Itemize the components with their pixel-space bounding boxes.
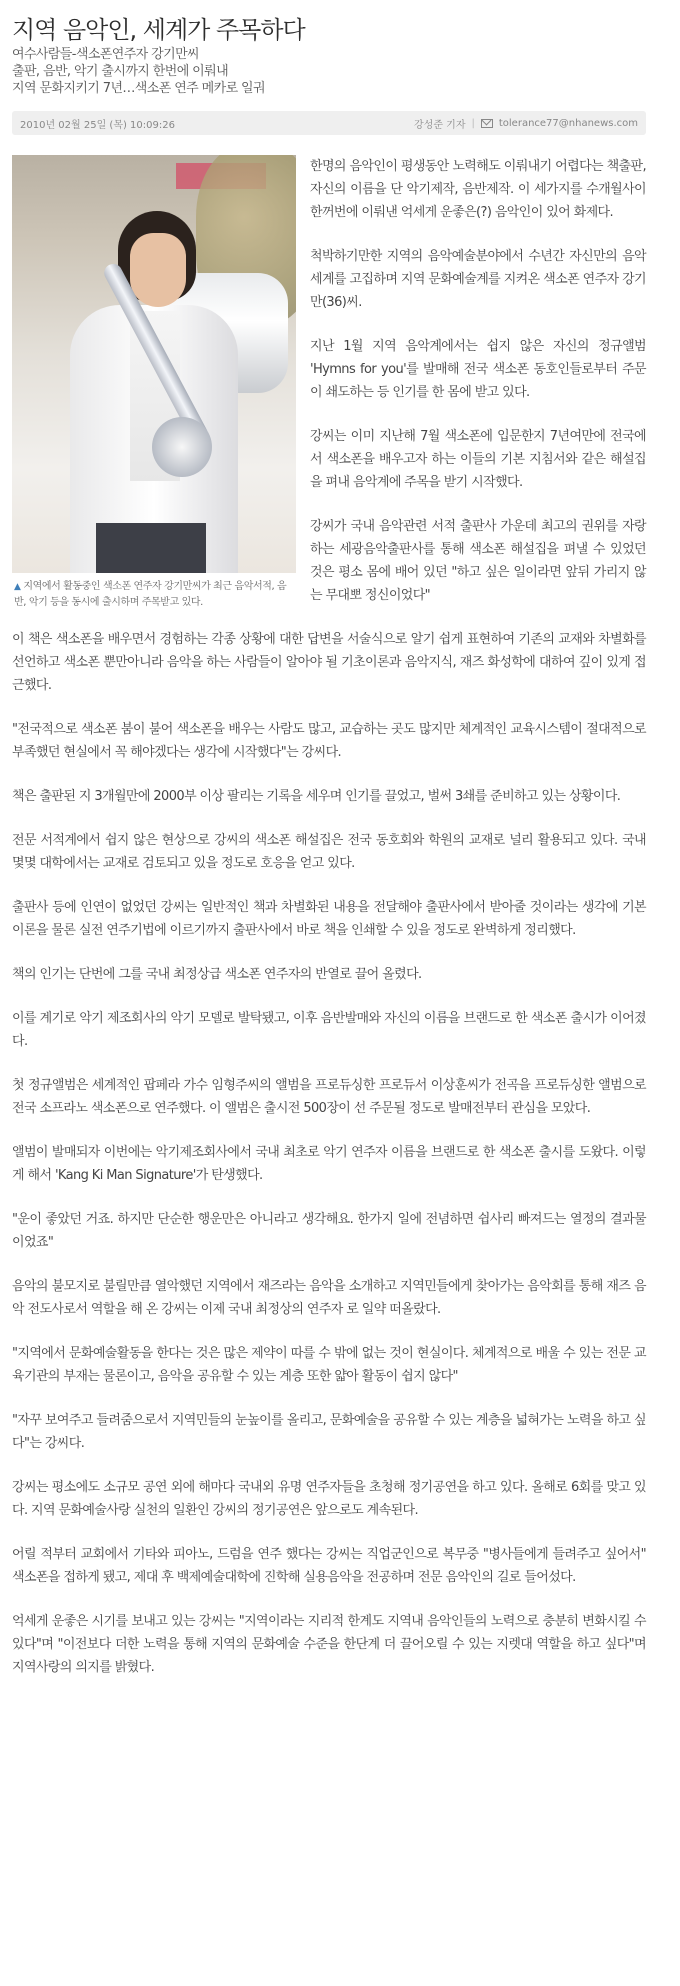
paragraph: 강씨가 국내 음악관련 서적 출판사 가운데 최고의 권위를 자랑하는 세광음악출판사를 통해 색소폰 해설집을 펴낼 수 있었던 것은 평소 몸에 배어 있던 "하고 싶은 일이라면 앞뒤 가리지 않는 무대뽀 정신이었다" (310, 519, 646, 603)
triangle-icon: ▲ (14, 582, 21, 592)
paragraph: 책의 인기는 단번에 그를 국내 최정상급 색소폰 연주자의 반열로 끌어 올렸다. (12, 967, 422, 982)
byline (414, 116, 638, 131)
caption-text: 지역에서 활동중인 색소폰 연주자 강기만씨가 최근 음악서적, 음반, 악기 등을 동시에 출시하며 주목받고 있다. (14, 581, 287, 608)
paragraph: "지역에서 문화예술활동을 한다는 것은 많은 제약이 따를 수 밖에 없는 것이 현실이다. 체계적으로 배울 수 있는 전문 교육기관의 부재는 물론이고, 음악을 공유할 수 있는 계층 또한 얇아 활동이 쉽지 않다" (12, 1346, 646, 1384)
person-jeans (96, 523, 206, 573)
saxophone-bell (152, 417, 212, 477)
paragraph: 한명의 음악인이 평생동안 노력해도 이뤄내기 어렵다는 책출판, 자신의 이름을 단 악기제작, 음반제작. 이 세가지를 수개월사이 한꺼번에 이뤄낸 억세게 운좋은(?) 음악인이 있어 화제다. (310, 159, 646, 220)
article-photo[interactable] (12, 155, 296, 573)
paragraph: 전문 서적계에서 쉽지 않은 현상으로 강씨의 색소폰 해설집은 전국 동호회와 학원의 교재로 널리 활용되고 있다. 국내 몇몇 대학에서는 교재로 검토되고 있을 정도로 호응을 얻고 있다. (12, 833, 646, 871)
publish-date: 2010년 02월 25일 (목) 10:09:26 (20, 119, 175, 131)
subheading: 지역 문화지키기 7년…색소폰 연주 메카로 일궈 (12, 81, 265, 96)
paragraph: "전국적으로 색소폰 붐이 불어 색소폰을 배우는 사람도 많고, 교습하는 곳도 많지만 체계적인 교육시스템이 절대적으로 부족했던 현실에서 꼭 해야겠다는 생각에 시작했다"는 강씨다. (12, 722, 646, 760)
reporter-email[interactable]: tolerance77@nhanews.com (498, 117, 638, 129)
paragraph: 이 책은 색소폰을 배우면서 경험하는 각종 상황에 대한 답변을 서술식으로 알기 쉽게 표현하여 기존의 교재와 차별화를 선언하고 색소폰 뿐만아니라 음악을 하는 사람들이 알아야 될 기초이론과 음악지식, 재즈 화성학에 대하여 깊이 있게 접근했다. (12, 632, 646, 693)
paragraph: 첫 정규앨범은 세계적인 팝페라 가수 임형주씨의 앨범을 프로듀싱한 프로듀서 이상훈씨가 전곡을 프로듀싱한 앨범으로 전국 소프라노 색소폰으로 연주했다. 이 앨범은 출시전 500장이 선 주문될 정도로 발매전부터 관심을 모았다. (12, 1078, 646, 1116)
paragraph: "운이 좋았던 거죠. 하지만 단순한 행운만은 아니라고 생각해요. 한가지 일에 전념하면 쉽사리 빠져드는 열정의 결과물이었죠" (12, 1212, 646, 1250)
paragraph: 강씨는 이미 지난해 7월 색소폰에 입문한지 7년여만에 전국에서 색소폰을 배우고자 하는 이들의 기본 지침서와 같은 해설집을 펴내 음악계에 주목을 받기 시작했다. (310, 429, 646, 490)
mail-icon[interactable] (481, 119, 493, 128)
subheading: 출판, 음반, 악기 출시까지 한번에 이뤄내 (12, 64, 229, 79)
paragraph: 이를 계기로 악기 제조회사의 악기 모델로 발탁됐고, 이후 음반발매와 자신의 이름을 브랜드로 한 색소폰 출시가 이어졌다. (12, 1011, 646, 1049)
subheadings (12, 46, 660, 97)
paragraph: 척박하기만한 지역의 음악예술분야에서 수년간 자신만의 음악세계를 고집하며 지역 문화예술계를 지켜온 색소폰 연주자 강기만(36)씨. (310, 249, 646, 310)
person-face (130, 233, 186, 307)
divider: | (471, 117, 475, 129)
reporter-name[interactable]: 강성준 기자 (414, 119, 466, 131)
paragraph: "자꾸 보여주고 들려줌으로서 지역민들의 눈높이를 올리고, 문화예술을 공유할 수 있는 계층을 넓혀가는 노력을 하고 싶다"는 강씨다. (12, 1413, 646, 1451)
article-body (12, 155, 646, 1679)
paragraph: 음악의 불모지로 불릴만큼 열악했던 지역에서 재즈라는 음악을 소개하고 지역민들에게 찾아가는 음악회를 통해 재즈 음악 전도사로서 역할을 해 온 강씨는 이제 국내 최정상의 연주자 로 일약 떠올랐다. (12, 1279, 646, 1317)
paragraph: 앨범이 발매되자 이번에는 악기제조회사에서 국내 최초로 악기 연주자 이름을 브랜드로 한 색소폰 출시를 도왔다. 이렇게 해서 'Kang Ki Man Signature'가 탄생했다. (12, 1145, 646, 1183)
article-meta-bar (12, 111, 646, 135)
paragraph: 출판사 등에 인연이 없었던 강씨는 일반적인 책과 차별화된 내용을 전달해야 출판사에서 받아줄 것이라는 생각에 기본 이론을 물론 실전 연주기법에 이르기까지 출판사에서 바로 책을 인쇄할 수 있을 정도로 완벽하게 정리했다. (12, 900, 646, 938)
headline: 지역 음악인, 세계가 주목하다 (12, 16, 305, 44)
subheading: 여수사람들-색소폰연주자 강기만씨 (12, 47, 199, 62)
paragraph: 어릴 적부터 교회에서 기타와 피아노, 드럼을 연주 했다는 강씨는 직업군인으로 복무중 "병사들에게 들려주고 싶어서" 색소폰을 접하게 됐고, 제대 후 백제예술대학에 진학해 실용음악을 전공하며 전문 음악인의 길로 들어섰다. (12, 1547, 646, 1585)
photo-caption (12, 573, 296, 610)
photo-box (12, 155, 296, 610)
paragraph: 지난 1월 지역 음악계에서는 쉽지 않은 자신의 정규앨범 'Hymns for you'를 발매해 전국 색소폰 동호인들로부터 주문이 쇄도하는 등 인기를 한 몸에 받고 있다. (310, 339, 646, 400)
paragraph: 강씨는 평소에도 소규모 공연 외에 해마다 국내외 유명 연주자들을 초청해 정기공연을 하고 있다. 올해로 6회를 맞고 있다. 지역 문화예술사랑 실천의 일환인 강씨의 정기공연은 앞으로도 계속된다. (12, 1480, 646, 1518)
paragraph: 책은 출판된 지 3개월만에 2000부 이상 팔리는 기록을 세우며 인기를 끌었고, 벌써 3쇄를 준비하고 있는 상황이다. (12, 789, 621, 804)
paragraph: 억세게 운좋은 시기를 보내고 있는 강씨는 "지역이라는 지리적 한계도 지역내 음악인들의 노력으로 충분히 변화시킬 수 있다"며 "이전보다 더한 노력을 통해 지역의 문화예술 수준을 한단계 더 끌어오릴 수 있는 지렛대 역할을 하고 싶다"며 지역사랑의 의지를 밝혔다. (12, 1614, 646, 1675)
